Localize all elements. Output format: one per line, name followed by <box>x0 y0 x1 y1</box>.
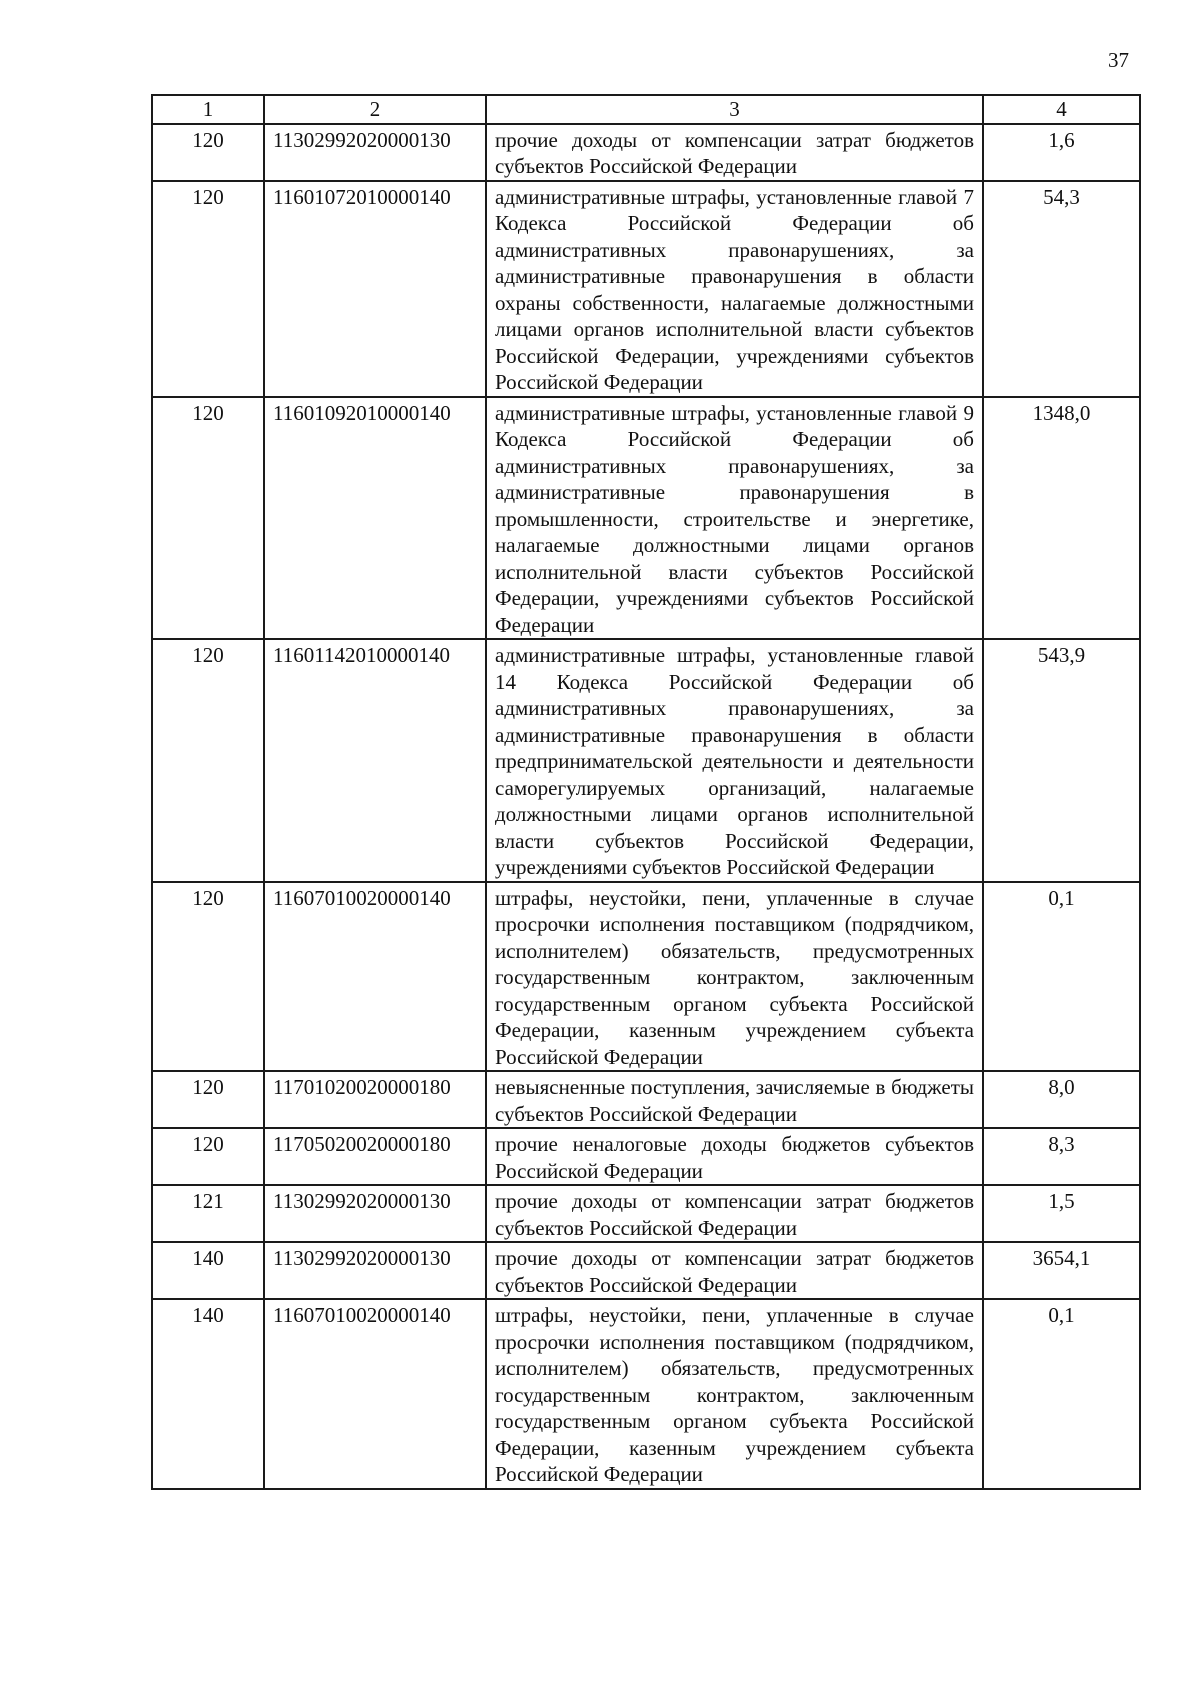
admin-code-cell: 120 <box>152 181 264 397</box>
description-cell: административные штрафы, установленные главой 7 Кодекса Российской Федерации об административных правонарушениях, за административные правонарушения в области охраны собственности, налагаемые должностными лицами органов исполнительной власти субъектов Российской Федерации, учреждениями субъектов Российской Федерации <box>486 181 983 397</box>
amount-cell: 543,9 <box>983 639 1140 882</box>
amount-cell: 1348,0 <box>983 397 1140 640</box>
amount-cell: 8,3 <box>983 1128 1140 1185</box>
revenue-code-cell: 11607010020000140 <box>264 882 486 1072</box>
admin-code-cell: 120 <box>152 1128 264 1185</box>
header-col-4: 4 <box>983 95 1140 124</box>
revenue-code-cell: 11701020020000180 <box>264 1071 486 1128</box>
amount-cell: 1,6 <box>983 124 1140 181</box>
amount-cell: 3654,1 <box>983 1242 1140 1299</box>
amount-cell: 0,1 <box>983 1299 1140 1489</box>
revenue-code-cell: 11607010020000140 <box>264 1299 486 1489</box>
description-cell: административные штрафы, установленные главой 9 Кодекса Российской Федерации об административных правонарушениях, за административные правонарушения в промышленности, строительстве и энергетике, налагаемые должностными лицами органов исполнительной власти субъектов Российской Федерации, учреждениями субъектов Российской Федерации <box>486 397 983 640</box>
table-row <box>152 639 1140 882</box>
table-row <box>152 1128 1140 1185</box>
table-row <box>152 1242 1140 1299</box>
header-col-1: 1 <box>152 95 264 124</box>
description-cell: невыясненные поступления, зачисляемые в бюджеты субъектов Российской Федерации <box>486 1071 983 1128</box>
amount-cell: 0,1 <box>983 882 1140 1072</box>
revenue-code-cell: 11302992020000130 <box>264 124 486 181</box>
table-row <box>152 1071 1140 1128</box>
admin-code-cell: 140 <box>152 1299 264 1489</box>
admin-code-cell: 121 <box>152 1185 264 1242</box>
table-row <box>152 1185 1140 1242</box>
revenue-code-cell: 11705020020000180 <box>264 1128 486 1185</box>
revenue-code-cell: 11302992020000130 <box>264 1185 486 1242</box>
admin-code-cell: 140 <box>152 1242 264 1299</box>
description-cell: штрафы, неустойки, пени, уплаченные в случае просрочки исполнения поставщиком (подрядчиком, исполнителем) обязательств, предусмотренных государственным контрактом, заключенным государственным органом субъекта Российской Федерации, казенным учреждением субъекта Российской Федерации <box>486 882 983 1072</box>
page-number: 37 <box>1108 48 1129 72</box>
admin-code-cell: 120 <box>152 397 264 640</box>
revenue-code-cell: 11302992020000130 <box>264 1242 486 1299</box>
description-cell: прочие неналоговые доходы бюджетов субъектов Российской Федерации <box>486 1128 983 1185</box>
revenue-code-cell: 11601092010000140 <box>264 397 486 640</box>
description-cell: прочие доходы от компенсации затрат бюджетов субъектов Российской Федерации <box>486 1242 983 1299</box>
revenue-code-cell: 11601142010000140 <box>264 639 486 882</box>
amount-cell: 8,0 <box>983 1071 1140 1128</box>
table-row <box>152 882 1140 1072</box>
table-row <box>152 397 1140 640</box>
admin-code-cell: 120 <box>152 1071 264 1128</box>
description-cell: прочие доходы от компенсации затрат бюджетов субъектов Российской Федерации <box>486 1185 983 1242</box>
header-col-2: 2 <box>264 95 486 124</box>
table-row <box>152 1299 1140 1489</box>
header-col-3: 3 <box>486 95 983 124</box>
admin-code-cell: 120 <box>152 124 264 181</box>
description-cell: прочие доходы от компенсации затрат бюджетов субъектов Российской Федерации <box>486 124 983 181</box>
amount-cell: 1,5 <box>983 1185 1140 1242</box>
admin-code-cell: 120 <box>152 639 264 882</box>
revenue-table <box>151 94 1141 1490</box>
table-header-row <box>152 95 1140 124</box>
admin-code-cell: 120 <box>152 882 264 1072</box>
revenue-code-cell: 11601072010000140 <box>264 181 486 397</box>
description-cell: административные штрафы, установленные главой 14 Кодекса Российской Федерации об административных правонарушениях, за административные правонарушения в области предпринимательской деятельности и деятельности саморегулируемых организаций, налагаемые должностными лицами органов исполнительной власти субъектов Российской Федерации, учреждениями субъектов Российской Федерации <box>486 639 983 882</box>
table-row <box>152 181 1140 397</box>
amount-cell: 54,3 <box>983 181 1140 397</box>
description-cell: штрафы, неустойки, пени, уплаченные в случае просрочки исполнения поставщиком (подрядчиком, исполнителем) обязательств, предусмотренных государственным контрактом, заключенным государственным органом субъекта Российской Федерации, казенным учреждением субъекта Российской Федерации <box>486 1299 983 1489</box>
table-row <box>152 124 1140 181</box>
